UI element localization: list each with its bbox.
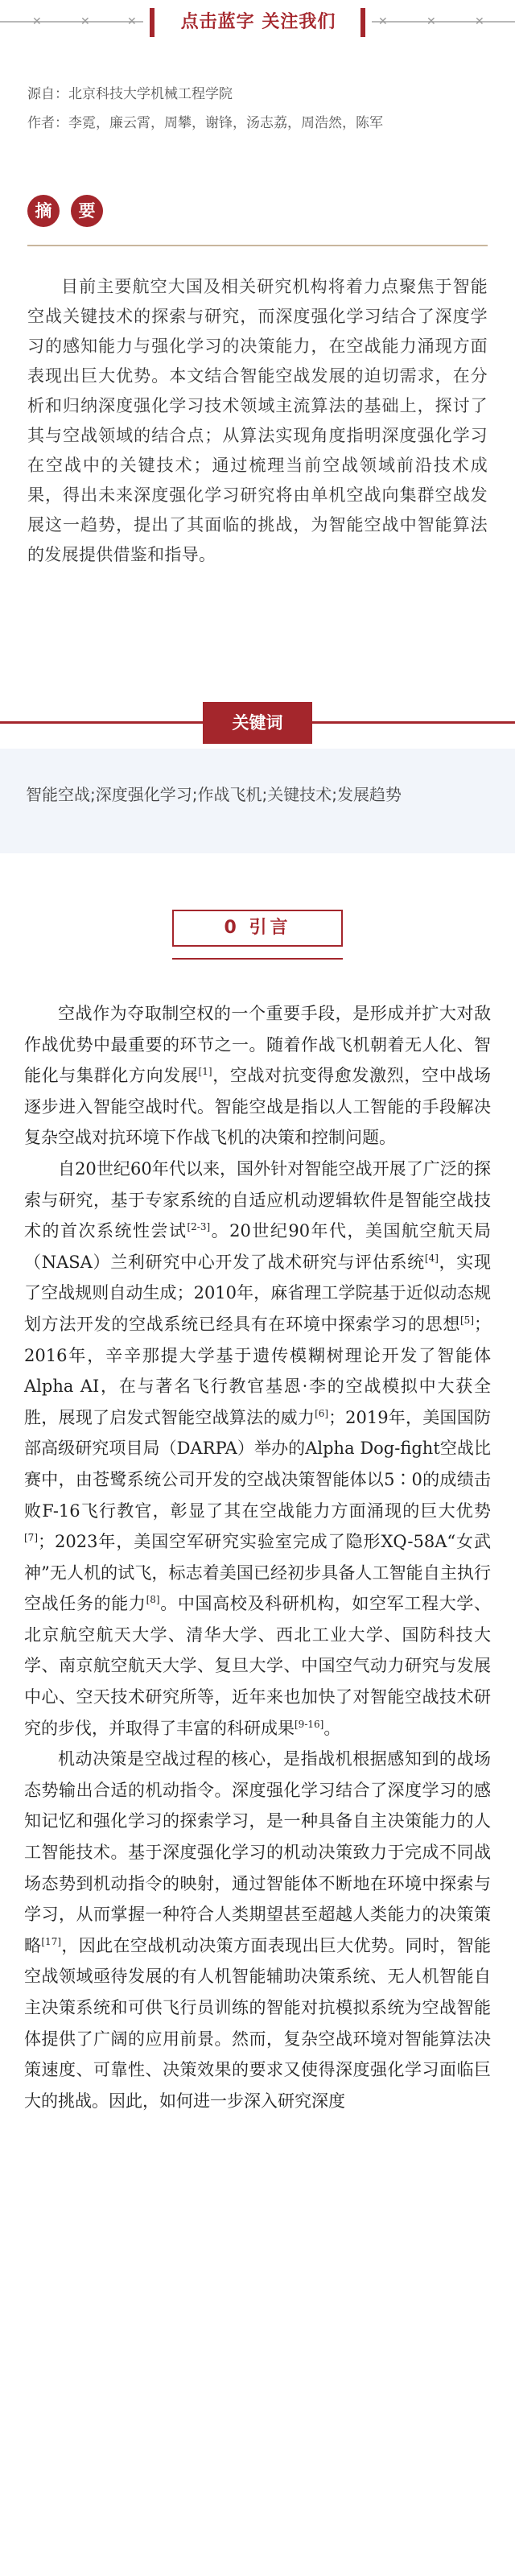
- citation[interactable]: [8]: [146, 1594, 160, 1606]
- citation[interactable]: [7]: [24, 1532, 38, 1544]
- intro-paragraph-1: [24, 998, 491, 1154]
- barb-icon: ✕: [80, 15, 90, 28]
- text-run: ，因此在空战机动决策方面表现出巨大优势。同时，智能空战领域亟待发展的有人机智能辅助决策系统、无人机智能自主决策系统和可供飞行员训练的智能对抗模拟系统为空战智能体提供了广阔的应用前景。然而，复杂空战环境对智能算法决策速度、可靠性、决策效果的要求又使得深度强化学习面临巨大的挑战。因此，如何进一步深入研究深度: [24, 1935, 492, 2111]
- intro-body: [24, 998, 491, 2116]
- barb-icon: ✕: [426, 15, 436, 28]
- abstract-char-2: 要: [71, 195, 103, 227]
- abstract-divider: [27, 245, 488, 246]
- text-run: 。: [323, 1718, 341, 1738]
- barb-icon: ✕: [378, 15, 388, 28]
- header-bar-right: [360, 8, 365, 37]
- citation[interactable]: [1]: [198, 1066, 212, 1078]
- abstract-text: 目前主要航空大国及相关研究机构将着力点聚焦于智能空战关键技术的探索与研究，而深度强化学习结合了深度学习的感知能力与强化学习的决策能力，在空战能力涌现方面表现出巨大优势。本文结合智能空战发展的迫切需求，在分析和归纳深度强化学习技术领域主流算法的基础上，探讨了其与空战领域的结合点；从算法实现角度指明深度强化学习在空战中的关键技术；通过梳理当前空战领域前沿技术成果，得出未来深度强化学习研究将由单机空战向集群空战发展这一趋势，提出了其面临的挑战，为智能空战中智能算法的发展提供借鉴和指导。: [27, 277, 488, 564]
- citation[interactable]: [4]: [424, 1252, 439, 1264]
- text-run: 。中国高校及科研机构，如空军工程大学、北京航空航天大学、清华大学、西北工业大学、国防科技大学、南京航空航天大学、复旦大学、中国空气动力研究与发展中心、空天技术研究所等，近年来也加快了对智能空战技术研究的步伐，并取得了丰富的科研成果: [24, 1594, 491, 1738]
- keywords-text: 智能空战;深度强化学习;作战飞机;关键技术;发展趋势: [26, 785, 402, 804]
- text-run: ；2016年，辛辛那提大学基于遗传模糊树理论开发了智能体Alpha AI，在与著名飞行教官基恩·李的空战模拟中大获全胜，展现了启发式智能空战算法的威力: [24, 1314, 491, 1427]
- intro-paragraph-2: [24, 1154, 491, 1744]
- abstract-char-1: 摘: [27, 195, 60, 227]
- barb-icon: ✕: [32, 15, 42, 28]
- text-run: ；2019年，美国国防部高级研究项目局（DARPA）举办的Alpha Dog-fight空战比赛中，由苍鹭系统公司开发的空战决策智能体以5∶0的成绩击败F-16飞行教官，彰显了其在空战能力方面涌现的巨大优势: [24, 1407, 491, 1521]
- header-bar-left: [150, 8, 154, 37]
- citation[interactable]: [6]: [315, 1407, 329, 1419]
- citation[interactable]: [5]: [460, 1314, 474, 1326]
- barbed-wire-right: [372, 21, 515, 23]
- text-run: ，实现了空战规则自动生成；2010年，麻省理工学院基于近似动态规划方法开发的空战系统已经具有在环境中探索学习的思想: [24, 1252, 492, 1334]
- follow-us-title[interactable]: 点击蓝字 关注我们: [180, 12, 336, 32]
- text-run: 自20世纪60年代以来，国外针对智能空战开展了广泛的探索与研究，基于专家系统的自适应机动逻辑软件是智能空战技术的首次系统性尝试: [24, 1158, 491, 1241]
- text-run: 机动决策是空战过程的核心，是指战机根据感知到的战场态势输出合适的机动指令。深度强化学习结合了深度学习的感知记忆和强化学习的探索学习，是一种具备自主决策能力的人工智能技术。基于深度强化学习的机动决策致力于完成不同战场态势到机动指令的映射，通过智能体不断地在环境中探索与学习，从而掌握一种符合人类期望甚至超越人类能力的决策策略: [24, 1749, 491, 1955]
- authors-line: 作者：李霓，廉云霄，周攀，谢锋，汤志荔，周浩然，陈军: [27, 115, 383, 131]
- header-banner: [0, 0, 515, 52]
- text-run: ；2023年，美国空军研究实验室完成了隐形XQ-58A“女武神”无人机的试飞，标志着美国已经初步具备人工智能自主执行空战任务的能力: [24, 1532, 491, 1614]
- section-title: 0 引言: [172, 910, 343, 947]
- barb-icon: ✕: [475, 15, 484, 28]
- section-underline: [172, 958, 343, 960]
- citation[interactable]: [9-16]: [295, 1718, 324, 1730]
- intro-paragraph-3: [24, 1744, 491, 2116]
- text-run: 空战作为夺取制空权的一个重要手段，是形成并扩大对敌作战优势中最重要的环节之一。随着作战飞机朝着无人化、智能化与集群化方向发展: [24, 1004, 491, 1086]
- citation[interactable]: [17]: [41, 1935, 62, 1947]
- text-run: 。20世纪90年代，美国航空航天局（NASA）兰利研究中心开发了战术研究与评估系统: [24, 1221, 491, 1272]
- keywords-label: 关键词: [203, 702, 312, 744]
- barbed-wire-left: [0, 21, 143, 23]
- text-run: ，空战对抗变得愈发激烈，空中战场逐步进入智能空战时代。智能空战是指以人工智能的手段解决复杂空战对抗环境下作战飞机的决策和控制问题。: [24, 1066, 492, 1148]
- citation[interactable]: [2-3]: [187, 1221, 211, 1233]
- barb-icon: ✕: [127, 15, 137, 28]
- source-line: 源自：北京科技大学机械工程学院: [27, 86, 233, 102]
